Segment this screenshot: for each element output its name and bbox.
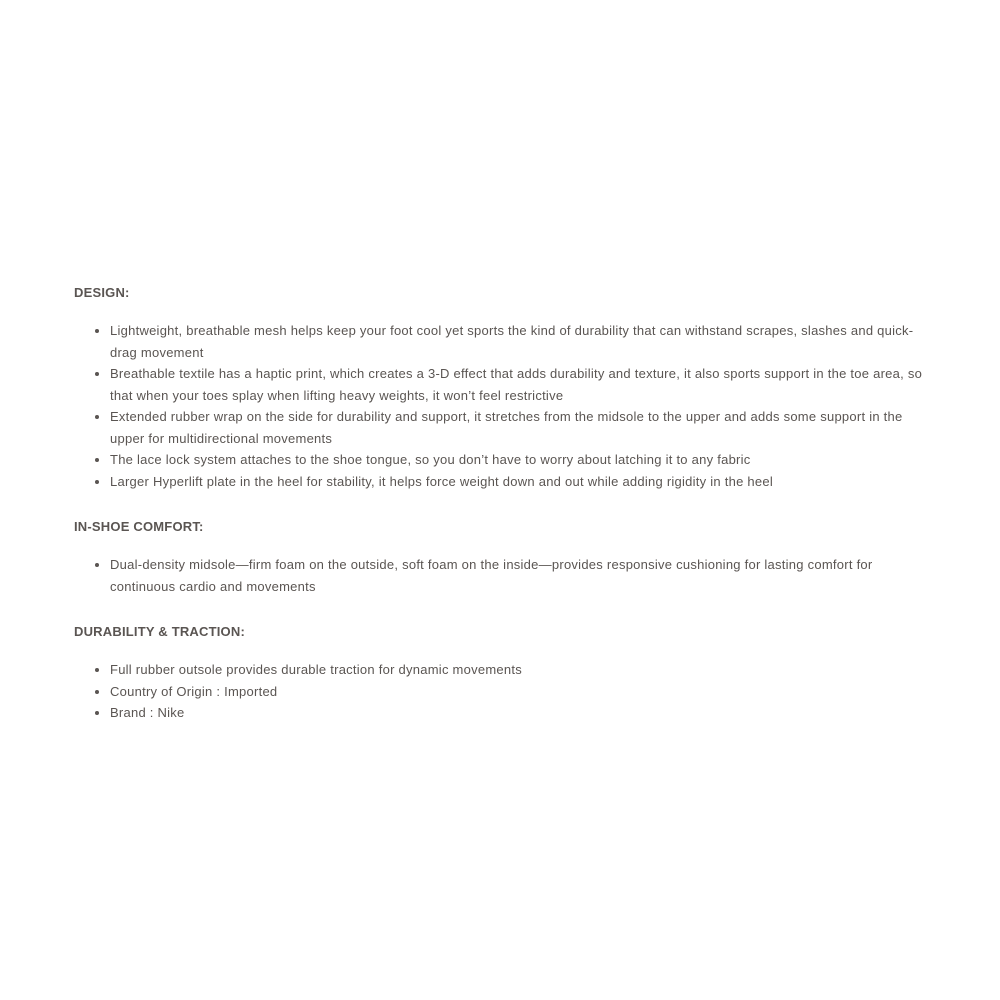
list-item: • Extended rubber wrap on the side for durability and support, it stretches from the midsole to the upper and adds some support in the upper for multidirectional movements <box>110 406 924 449</box>
design-section <box>74 284 924 492</box>
list-item: • Breathable textile has a haptic print, which creates a 3-D effect that adds durability and texture, it also sports support in the toe area, so that when your toes splay when lifting heavy weights, it won’t feel restrictive <box>110 363 924 406</box>
product-description <box>74 284 924 724</box>
in-shoe-comfort-section <box>74 518 924 597</box>
feature-list <box>74 320 924 492</box>
list-item: • Full rubber outsole provides durable traction for dynamic movements <box>110 659 924 681</box>
list-item: • Larger Hyperlift plate in the heel for stability, it helps force weight down and out while adding rigidity in the heel <box>110 471 924 493</box>
list-item: • Country of Origin : Imported <box>110 681 924 703</box>
feature-list <box>74 554 924 597</box>
list-item: • Lightweight, breathable mesh helps keep your foot cool yet sports the kind of durability that can withstand scrapes, slashes and quick-drag movement <box>110 320 924 363</box>
list-item: • Brand : Nike <box>110 702 924 724</box>
section-heading: DURABILITY & TRACTION: <box>74 624 245 639</box>
section-heading: IN-SHOE COMFORT: <box>74 519 204 534</box>
list-item: • The lace lock system attaches to the shoe tongue, so you don’t have to worry about latching it to any fabric <box>110 449 924 471</box>
durability-traction-section <box>74 623 924 724</box>
section-heading: DESIGN: <box>74 285 130 300</box>
feature-list <box>74 659 924 724</box>
list-item: • Dual-density midsole—firm foam on the outside, soft foam on the inside—provides responsive cushioning for lasting comfort for continuous cardio and movements <box>110 554 924 597</box>
